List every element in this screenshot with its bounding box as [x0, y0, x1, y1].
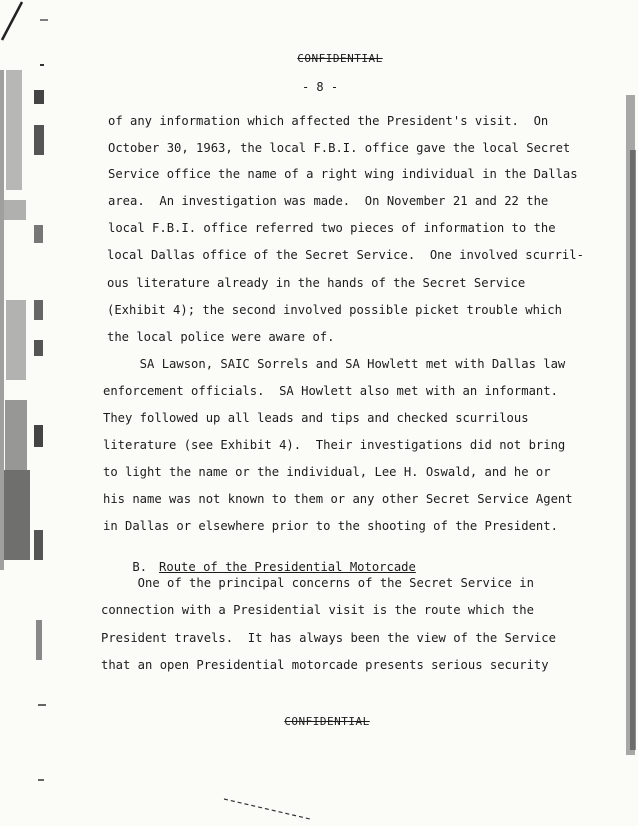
scan-mark-bottom — [220, 795, 320, 825]
text-line: SA Lawson, SAIC Sorrels and SA Howlett met with Dallas law — [103, 357, 566, 371]
section-letter: B. — [132, 560, 148, 574]
text-line: area. An investigation was made. On November 21 and 22 the — [108, 194, 549, 208]
text-line: President travels. It has always been the view of the Service — [101, 631, 556, 645]
text-line: local F.B.I. office referred two pieces of information to the — [108, 221, 556, 235]
footer-classification-stamp: CONFIDENTIAL — [284, 715, 370, 728]
scan-edge-right — [618, 0, 638, 826]
text-line: They followed up all leads and tips and checked scurrilous — [103, 411, 529, 425]
text-line: that an open Presidential motorcade presents serious security — [101, 658, 549, 672]
text-line: One of the principal concerns of the Secret Service in — [101, 576, 534, 590]
text-line: of any information which affected the President's visit. On — [108, 114, 549, 128]
text-line: Service office the name of a right wing individual in the Dallas — [108, 167, 578, 181]
text-line: the local police were aware of. — [107, 330, 335, 344]
text-line: (Exhibit 4); the second involved possible picket trouble which — [107, 303, 562, 317]
text-line: ous literature already in the hands of the Secret Service — [107, 276, 526, 290]
text-line: his name was not known to them or any other Secret Service Agent — [103, 492, 573, 506]
scan-edge-left — [0, 0, 60, 826]
text-line: enforcement officials. SA Howlett also met with an informant. — [103, 384, 558, 398]
text-line: literature (see Exhibit 4). Their investigations did not bring — [103, 438, 566, 452]
header-classification-stamp: CONFIDENTIAL — [297, 52, 383, 65]
text-line: in Dallas or elsewhere prior to the shooting of the President. — [103, 519, 558, 533]
page-number: - 8 - — [301, 80, 339, 94]
text-line: connection with a Presidential visit is the route which the — [101, 603, 534, 617]
text-line: October 30, 1963, the local F.B.I. office gave the local Secret — [108, 141, 571, 155]
text-line: local Dallas office of the Secret Service. One involved scurril- — [107, 248, 584, 262]
text-line: to light the name or the individual, Lee H. Oswald, and he or — [103, 465, 551, 479]
section-title: Route of the Presidential Motorcade — [159, 560, 416, 574]
